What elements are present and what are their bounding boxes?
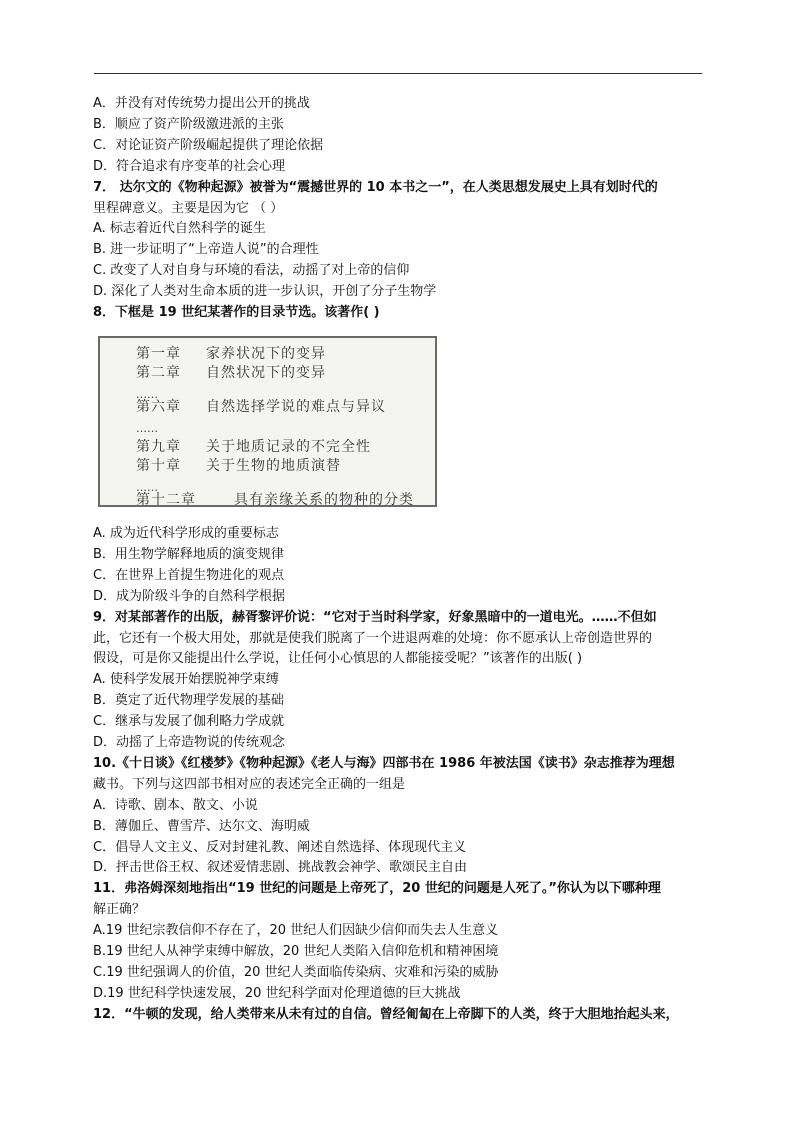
toc-title: 具有亲缘关系的物种的分类 <box>234 491 414 508</box>
toc-chapter: …… <box>136 480 158 494</box>
text-line: C．对论证资产阶级崛起提供了理论依据 <box>93 137 324 153</box>
text-line: B．顺应了资产阶级激进派的主张 <box>93 116 284 132</box>
text-line: 解正确？ <box>93 902 146 918</box>
toc-chapter: 第十章 <box>136 457 181 474</box>
text-line: A. 标志着近代自然科学的诞生 <box>93 221 266 237</box>
text-line: C. 改变了人对自身与环境的看法，动摇了对上帝的信仰 <box>93 263 410 279</box>
text-line: D. 深化了人类对生命本质的进一步认识，开创了分子生物学 <box>93 284 437 300</box>
text-line: D．成为阶级斗争的自然科学根据 <box>93 588 286 604</box>
toc-row <box>136 344 326 365</box>
toc-chapter: …… <box>136 387 158 401</box>
text-line: D.19 世纪科学快速发展，20 世纪科学面对伦理道德的巨大挑战 <box>93 985 461 1001</box>
text-line: 里程碑意义。主要是因为它 （ ） <box>93 200 284 216</box>
toc-row <box>136 456 341 477</box>
text-line: 11．弗洛姆深刻地指出“19 世纪的问题是上帝死了，20 世纪的问题是人死了。”你认为以下哪种理 <box>93 881 661 897</box>
text-line: D．抨击世俗王权、叙述爱情悲剧、挑战教会神学、歌颂民主自由 <box>93 860 468 876</box>
text-line: 9．对某部著作的出版，赫胥黎评价说：“它对于当时科学家，好象黑暗中的一道电光。……不但如 <box>93 609 657 625</box>
toc-title: 自然状况下的变异 <box>206 364 326 381</box>
text-line: 12．“牛顿的发现，给人类带来从未有过的自信。曾经匍匐在上帝脚下的人类，终于大胆地抬起头来， <box>93 1006 679 1022</box>
text-line: D．符合追求有序变革的社会心理 <box>93 158 286 174</box>
text-line: A.19 世纪宗教信仰不存在了，20 世纪人们因缺少信仰而失去人生意义 <box>93 923 499 939</box>
text-line: C．在世界上首提生物进化的观点 <box>93 567 285 583</box>
text-line: A. 成为近代科学形成的重要标志 <box>93 525 279 541</box>
toc-title: 自然选择学说的难点与异议 <box>206 398 386 415</box>
text-line: 假设，可是你又能提出什么学说，让任何小心慎思的人都能接受呢？”该著作的出版( ) <box>93 651 583 667</box>
text-line: 藏书。下列与这四部书相对应的表述完全正确的一组是 <box>93 776 406 792</box>
toc-title: 关于地质记录的不完全性 <box>206 438 371 455</box>
text-line: B．奠定了近代物理学发展的基础 <box>93 693 284 709</box>
text-line: 8．下框是 19 世纪某著作的目录节选。该著作( ) <box>93 305 380 321</box>
toc-title: 关于生物的地质演替 <box>206 457 341 474</box>
question-block-bottom <box>93 524 705 1026</box>
text-line: 10.《十日谈》《红楼梦》《物种起源》《老人与海》四部书在 1986 年被法国《读书》杂志推荐为理想 <box>93 755 675 771</box>
text-line: C．倡导人文主义、反对封建礼教、阐述自然选择、体现现代主义 <box>93 839 467 855</box>
toc-title: 家养状况下的变异 <box>206 345 326 362</box>
toc-chapter: 第十二章 <box>136 491 196 508</box>
table-of-contents-figure <box>98 336 437 507</box>
toc-chapter: 第二章 <box>136 364 181 381</box>
text-line: B. 进一步证明了“上帝造人说”的合理性 <box>93 242 319 258</box>
text-line: C．继承与发展了伽利略力学成就 <box>93 714 285 730</box>
question-block-top <box>93 94 705 324</box>
text-line: D．动摇了上帝造物说的传统观念 <box>93 735 286 751</box>
document-body <box>93 94 705 1026</box>
toc-chapter: 第一章 <box>136 345 181 362</box>
toc-chapter: 第六章 <box>136 398 181 415</box>
toc-chapter: …… <box>136 421 158 435</box>
toc-row <box>136 437 371 458</box>
toc-row <box>136 397 386 418</box>
header-rule <box>94 73 702 74</box>
toc-chapter: 第九章 <box>136 438 181 455</box>
toc-row <box>136 363 326 384</box>
text-line: B．薄伽丘、曹雪芹、达尔文、海明威 <box>93 818 310 834</box>
figure-container <box>93 324 705 524</box>
text-line: B．用生物学解释地质的演变规律 <box>93 546 284 562</box>
text-line: A．诗歌、剧本、散文、小说 <box>93 797 258 813</box>
text-line: A. 使科学发展开始摆脱神学束缚 <box>93 672 279 688</box>
text-line: 此，它还有一个极大用处，那就是使我们脱离了一个进退两难的处境：你不愿承认上帝创造世界的 <box>93 630 653 646</box>
text-line: B.19 世纪人从神学束缚中解放，20 世纪人类陷入信仰危机和精神困境 <box>93 944 499 960</box>
text-line: A．并没有对传统势力提出公开的挑战 <box>93 96 310 111</box>
toc-row <box>136 490 414 511</box>
text-line: 7． 达尔文的《物种起源》被誉为“震撼世界的 10 本书之一”，在人类思想发展史上具有划时代的 <box>93 179 658 195</box>
text-line: C.19 世纪强调人的价值，20 世纪人类面临传染病、灾难和污染的威胁 <box>93 965 499 980</box>
